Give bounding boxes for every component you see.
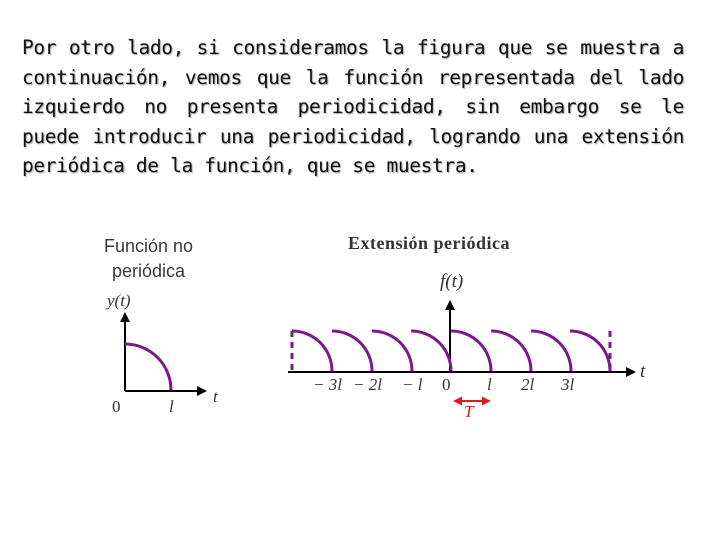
right-x-axis-label: t <box>640 361 646 382</box>
arc-6 <box>491 331 531 371</box>
tick-label-minus-2l: − 2l <box>353 375 382 394</box>
tick-label-minus-l: − l <box>402 375 423 394</box>
arc-8 <box>570 331 610 371</box>
tick-label-l: l <box>487 375 492 394</box>
tick-label-3l: 3l <box>561 375 575 394</box>
arc-2 <box>332 331 372 371</box>
period-label: T <box>464 402 474 421</box>
tick-label-zero: 0 <box>442 375 451 394</box>
left-figure-title-line1: Función no <box>104 236 194 256</box>
left-end-label: l <box>169 397 174 416</box>
arc-4 <box>411 331 451 371</box>
left-x-axis-label: t <box>213 387 218 406</box>
tick-label-minus-3l: − 3l <box>313 375 342 394</box>
arc-3 <box>372 331 412 371</box>
tick-label-2l: 2l <box>521 375 535 394</box>
left-origin-label: 0 <box>112 397 121 416</box>
left-curve <box>125 344 171 390</box>
arc-1 <box>292 331 332 371</box>
intro-paragraph: Por otro lado, si consideramos la figura que se muestra a continuación, vemos que la función representada del lado izquierdo no presenta periodicidad, sin embargo se le puede introducir una periodicidad, logrando una extensión periódica de la función, que se muestra. <box>22 36 684 177</box>
arc-5 <box>451 331 491 371</box>
right-figure-title: Extensión periódica <box>348 233 511 253</box>
left-y-axis-label: y(t) <box>107 291 131 310</box>
right-y-axis-label: f(t) <box>440 271 464 292</box>
arc-7 <box>531 331 571 371</box>
left-figure-title-line2: periódica <box>112 261 186 281</box>
